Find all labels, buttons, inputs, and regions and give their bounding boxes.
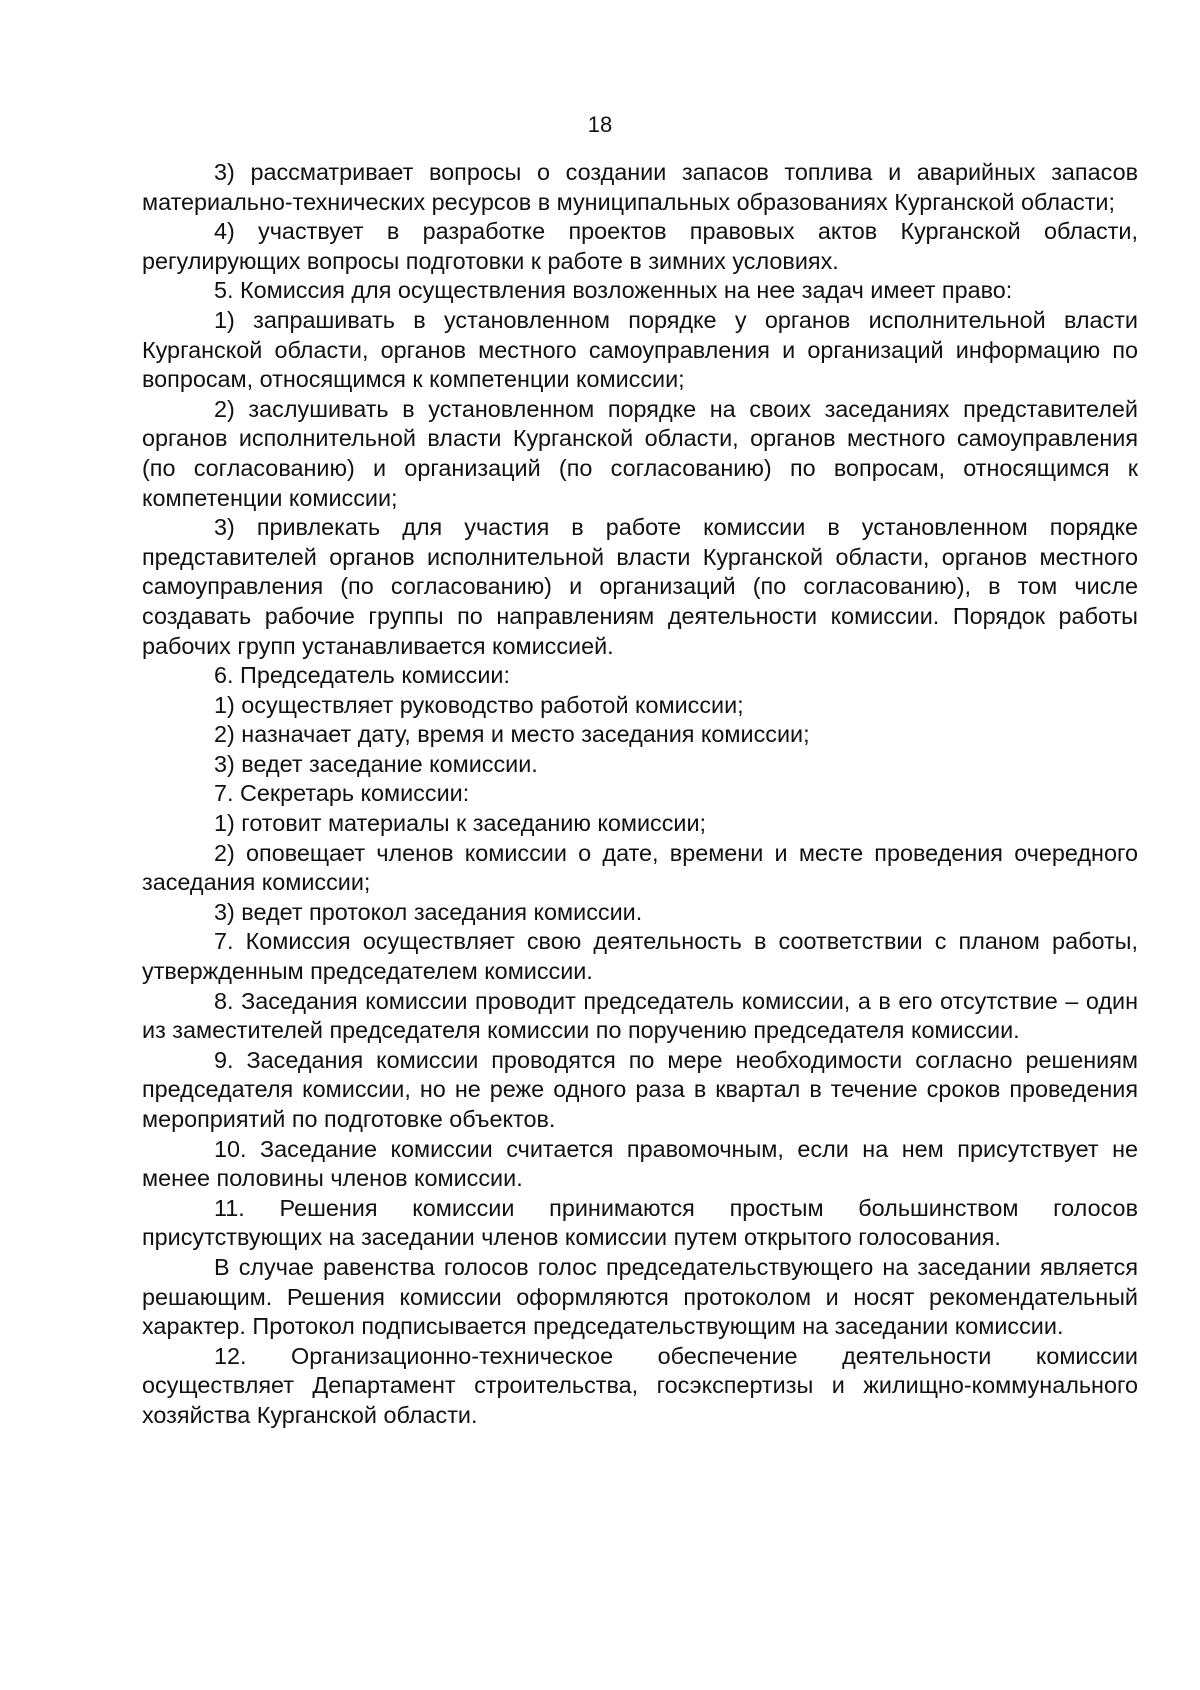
paragraph: 3) рассматривает вопросы о создании запасов топлива и аварийных запасов материально-технических ресурсов в муниципальных образованиях Курганской области; — [142, 159, 1138, 215]
paragraph: 1) готовит материалы к заседанию комиссии; — [214, 810, 707, 837]
paragraph: 2) оповещает членов комиссии о дате, времени и месте проведения очередного заседания комиссии; — [142, 839, 1138, 896]
paragraph: В случае равенства голосов голос председательствующего на заседании является решающим. Решения комиссии оформляются протоколом и носят рекомендательный характер. Протокол подписывается председательствующим на заседании комиссии. — [142, 1253, 1138, 1340]
paragraph: 8. Заседания комиссии проводит председатель комиссии, а в его отсутствие – один из заместителей председателя комиссии по поручению председателя комиссии. — [142, 987, 1138, 1044]
document-body — [142, 158, 1138, 1431]
paragraph: 10. Заседание комиссии считается правомочным, если на нем присутствует не менее половины членов комиссии. — [142, 1135, 1138, 1192]
paragraph: 2) назначает дату, время и место заседания комиссии; — [214, 721, 810, 748]
paragraph: 3) ведет протокол заседания комиссии. — [214, 898, 643, 925]
paragraph: 11. Решения комиссии принимаются простым большинством голосов присутствующих на заседании членов комиссии путем открытого голосования. — [142, 1194, 1138, 1251]
paragraph: 5. Комиссия для осуществления возложенных на нее задач имеет право: — [214, 277, 1013, 304]
paragraph: 4) участвует в разработке проектов правовых актов Курганской области, регулирующих вопросы подготовки к работе в зимних условиях. — [142, 218, 1138, 274]
paragraph: 6. Председатель комиссии: — [214, 662, 510, 689]
paragraph: 2) заслушивать в установленном порядке на своих заседаниях представителей органов исполнительной власти Курганской области, органов местного самоуправления (по согласованию) и организаций (по согласованию) по вопросам, относящимся к компетенции комиссии; — [142, 395, 1138, 511]
page-number: 18 — [587, 112, 613, 137]
paragraph: 7. Секретарь комиссии: — [214, 780, 470, 807]
paragraph: 7. Комиссия осуществляет свою деятельность в соответствии с планом работы, утвержденным председателем комиссии. — [142, 928, 1138, 985]
paragraph: 1) запрашивать в установленном порядке у органов исполнительной власти Курганской области, органов местного самоуправления и организаций информацию по вопросам, относящимся к компетенции комиссии; — [142, 306, 1138, 393]
paragraph: 12. Организационно-техническое обеспечение деятельности комиссии осуществляет Департамент строительства, госэкспертизы и жилищно-коммунального хозяйства Курганской области. — [142, 1342, 1138, 1428]
paragraph: 9. Заседания комиссии проводятся по мере необходимости согласно решениям председателя комиссии, но не реже одного раза в квартал в течение сроков проведения мероприятий по подготовке объектов. — [142, 1046, 1138, 1132]
paragraph: 1) осуществляет руководство работой комиссии; — [214, 691, 744, 718]
paragraph: 3) ведет заседание комиссии. — [214, 750, 538, 777]
paragraph: 3) привлекать для участия в работе комиссии в установленном порядке представителей органов исполнительной власти Курганской области, органов местного самоуправления (по согласованию) и организаций (по согласованию), в том числе создавать рабочие группы по направлениям деятельности комиссии. Порядок работы рабочих групп устанавливается комиссией. — [142, 514, 1138, 659]
